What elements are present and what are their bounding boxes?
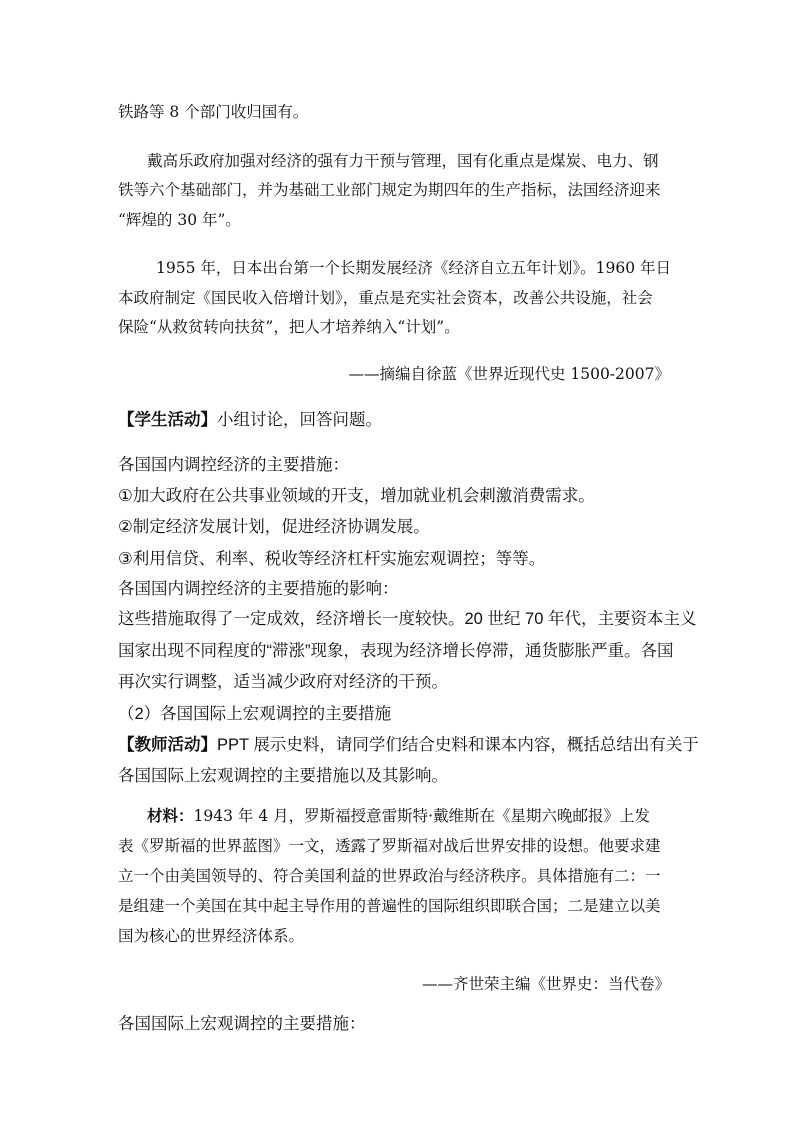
material-paragraph-line: 戴高乐政府加强对经济的强有力干预与管理，国有化重点是煤炭、电力、钢	[147, 152, 659, 170]
material-paragraph-line: 保险“从救贫转向扶贫”，把人才培养纳入“计划”。	[118, 318, 460, 336]
domestic-impact-line: 这些措施取得了一定成效，经济增长一度较快。20 世纪 70 年代，主要资本主义	[118, 610, 697, 628]
material-2-label: 材料：	[147, 806, 194, 825]
material-source: ——摘编自徐蓝《世界近现代史 1500-2007》	[348, 365, 670, 383]
material-2-line: 表《罗斯福的世界蓝图》一文，透露了罗斯福对战后世界安排的设想。他要求建	[118, 837, 661, 855]
material-paragraph-line: 1955 年，日本出台第一个长期发展经济《经济自立五年计划》。1960 年日	[156, 259, 671, 277]
international-subheading: （2）各国国际上宏观调控的主要措施	[118, 705, 392, 723]
teacher-activity-line: 各国国际上宏观调控的主要措施以及其影响。	[118, 767, 448, 785]
domestic-item: ①加大政府在公共事业领域的开支，增加就业机会刺激消费需求。	[118, 487, 595, 505]
domestic-item: ②制定经济发展计划，促进经济协调发展。	[118, 518, 430, 536]
domestic-heading: 各国国内调控经济的主要措施：	[118, 456, 349, 474]
domestic-item: ③利用信贷、利率、税收等经济杠杆实施宏观调控；等等。	[118, 550, 546, 568]
student-activity-tag: 【学生活动】	[118, 411, 217, 429]
material-line: 铁路等 8 个部门收归国有。	[118, 103, 309, 121]
material-paragraph-line: “辉煌的 30 年”。	[118, 211, 241, 229]
teacher-activity	[118, 731, 699, 755]
material-paragraph-line: 铁等六个基础部门，并为基础工业部门规定为期四年的生产指标，法国经济迎来	[118, 181, 661, 199]
domestic-impact-line: 再次实行调整，适当减少政府对经济的干预。	[118, 673, 448, 691]
student-activity	[118, 406, 678, 430]
material-2-line: 立一个由美国领导的、符合美国利益的世界政治与经济秩序。具体措施有二：一	[118, 867, 661, 885]
teacher-activity-text: PPT 展示史料，请同学们结合史料和课本内容，概括总结出有关于	[217, 736, 699, 754]
material-2-first-line	[147, 804, 707, 826]
material-2-source: ——齐世荣主编《世界史：当代卷》	[421, 975, 670, 993]
material-2-line: 国为核心的世界经济体系。	[118, 927, 305, 945]
material-paragraph-line: 本政府制定《国民收入倍增计划》，重点是充实社会资本，改善公共设施，社会	[118, 289, 653, 307]
student-activity-text: 小组讨论，回答问题。	[217, 411, 382, 429]
final-heading: 各国国际上宏观调控的主要措施：	[118, 1015, 366, 1033]
material-2-line: 是组建一个美国在其中起主导作用的普遍性的国际组织即联合国；二是建立以美	[118, 897, 661, 915]
domestic-impact-heading: 各国国内调控经济的主要措施的影响：	[118, 580, 399, 598]
material-2-text: 1943 年 4 月，罗斯福授意雷斯特·戴维斯在《星期六晚邮报》上发	[193, 807, 651, 825]
teacher-activity-tag: 【教师活动】	[118, 736, 217, 754]
domestic-impact-line: 国家出现不同程度的“滞涨”现象，表现为经济增长停滞，通货膨胀严重。各国	[118, 642, 674, 660]
